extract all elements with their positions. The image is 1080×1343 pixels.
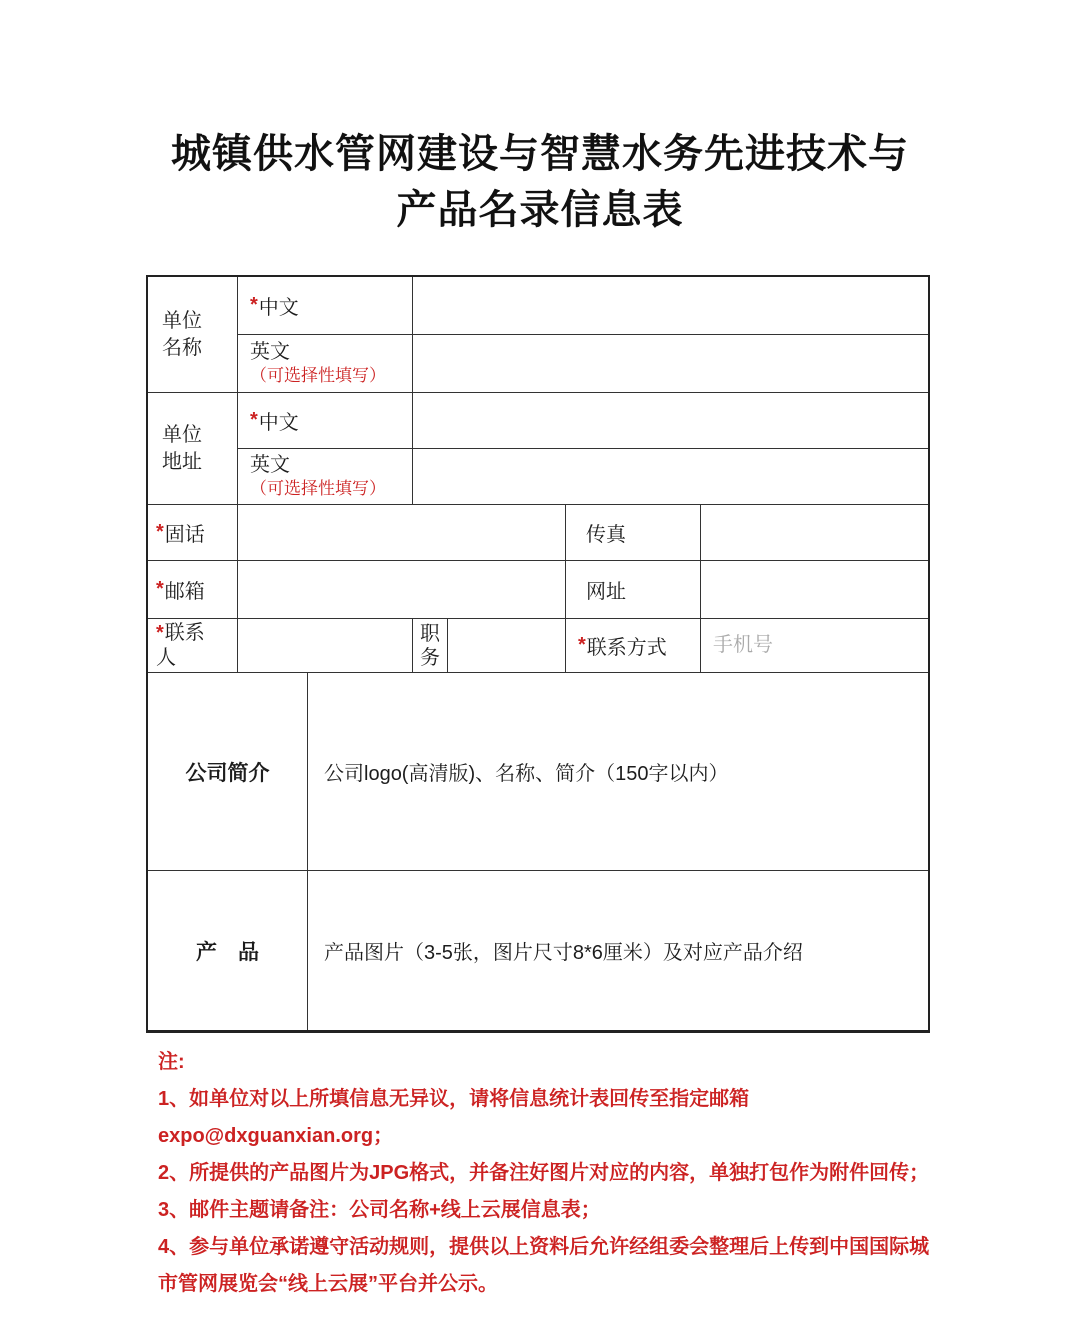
required-asterisk: * xyxy=(156,521,164,543)
company-intro-row xyxy=(148,673,928,871)
contact-mobile-cell xyxy=(701,619,928,672)
contact-person-label-line2: 人 xyxy=(156,646,176,669)
optional-note: （可选择性填写） xyxy=(250,365,386,385)
chinese-label: 中文 xyxy=(258,297,299,319)
notes-section xyxy=(158,1044,948,1303)
email-label-text: 邮箱 xyxy=(164,581,205,603)
unit-address-section xyxy=(148,393,928,505)
contact-method-label-text: 联系方式 xyxy=(586,637,667,659)
required-asterisk: * xyxy=(578,634,586,656)
email-website-row xyxy=(148,561,928,619)
note-item-3: 3、邮件主题请备注：公司名称+线上云展信息表； xyxy=(158,1199,601,1221)
unit-name-label-line2: 名称 xyxy=(162,336,202,359)
product-label xyxy=(148,871,308,1030)
note-item-4-line1: 4、参与单位承诺遵守活动规则，提供以上资料后允许经组委会整理后上传到中国国际城 xyxy=(158,1236,930,1258)
company-intro-hint: 公司logo(高清版)、名称、简介（150字以内） xyxy=(324,763,729,785)
fax-label-text: 传真 xyxy=(586,524,626,546)
page-title-line2: 产品名录信息表 xyxy=(396,188,684,232)
note-item-1-email: expo@dxguanxian.org； xyxy=(158,1125,394,1147)
unit-address-label-line2: 地址 xyxy=(162,450,202,473)
landline-label-text: 固话 xyxy=(164,524,205,546)
info-form-table xyxy=(146,275,930,1033)
unit-name-cn-label xyxy=(238,277,413,334)
position-input[interactable] xyxy=(448,619,566,672)
unit-address-en-input[interactable] xyxy=(413,449,928,504)
landline-input[interactable] xyxy=(238,505,566,560)
product-row xyxy=(148,871,928,1030)
landline-label xyxy=(148,505,238,560)
contact-mobile-input[interactable] xyxy=(701,634,928,657)
contact-person-label-line1: 联系 xyxy=(164,621,205,644)
unit-name-label-line1: 单位 xyxy=(162,309,202,332)
unit-address-cn-label xyxy=(238,393,413,448)
website-input[interactable] xyxy=(701,561,928,618)
unit-name-cn-input[interactable] xyxy=(413,277,928,334)
unit-name-row-label xyxy=(148,277,238,392)
position-label xyxy=(413,619,448,672)
english-label: 英文 xyxy=(250,453,290,476)
contact-row xyxy=(148,619,928,673)
unit-address-label-line1: 单位 xyxy=(162,423,202,446)
contact-method-label xyxy=(566,619,701,672)
fax-label xyxy=(566,505,701,560)
chinese-label: 中文 xyxy=(258,412,299,434)
position-label-line2: 务 xyxy=(420,646,440,669)
website-label-text: 网址 xyxy=(586,581,626,603)
unit-address-en-label xyxy=(238,449,413,504)
page-title xyxy=(0,126,1080,238)
unit-address-row-label xyxy=(148,393,238,504)
product-label-text: 产 品 xyxy=(196,940,259,964)
unit-name-en-label xyxy=(238,335,413,392)
contact-person-label xyxy=(148,619,238,672)
note-item-1-line1: 1、如单位对以上所填信息无异议，请将信息统计表回传至指定邮箱 xyxy=(158,1088,750,1110)
position-label-line1: 职 xyxy=(420,622,440,645)
landline-fax-row xyxy=(148,505,928,561)
note-item-4-line2: 市管网展览会“线上云展”平台并公示。 xyxy=(158,1273,498,1295)
email-input[interactable] xyxy=(238,561,566,618)
fax-input[interactable] xyxy=(701,505,928,560)
optional-note: （可选择性填写） xyxy=(250,478,386,498)
required-asterisk: * xyxy=(156,621,164,644)
page-title-line1: 城镇供水管网建设与智慧水务先进技术与 xyxy=(171,132,909,176)
required-asterisk: * xyxy=(250,294,258,316)
contact-person-input[interactable] xyxy=(238,619,413,672)
notes-heading: 注: xyxy=(158,1051,185,1073)
english-label: 英文 xyxy=(250,340,290,363)
company-intro-label xyxy=(148,673,308,870)
required-asterisk: * xyxy=(250,409,258,431)
unit-name-section xyxy=(148,277,928,393)
company-intro-label-text: 公司简介 xyxy=(185,761,270,785)
required-asterisk: * xyxy=(156,578,164,600)
product-field[interactable] xyxy=(308,871,928,1030)
unit-address-cn-input[interactable] xyxy=(413,393,928,448)
product-hint: 产品图片（3-5张，图片尺寸8*6厘米）及对应产品介绍 xyxy=(324,942,803,964)
website-label xyxy=(566,561,701,618)
note-item-2: 2、所提供的产品图片为JPG格式，并备注好图片对应的内容，单独打包作为附件回传； xyxy=(158,1162,930,1184)
company-intro-field[interactable] xyxy=(308,673,928,870)
email-label xyxy=(148,561,238,618)
unit-name-en-input[interactable] xyxy=(413,335,928,392)
